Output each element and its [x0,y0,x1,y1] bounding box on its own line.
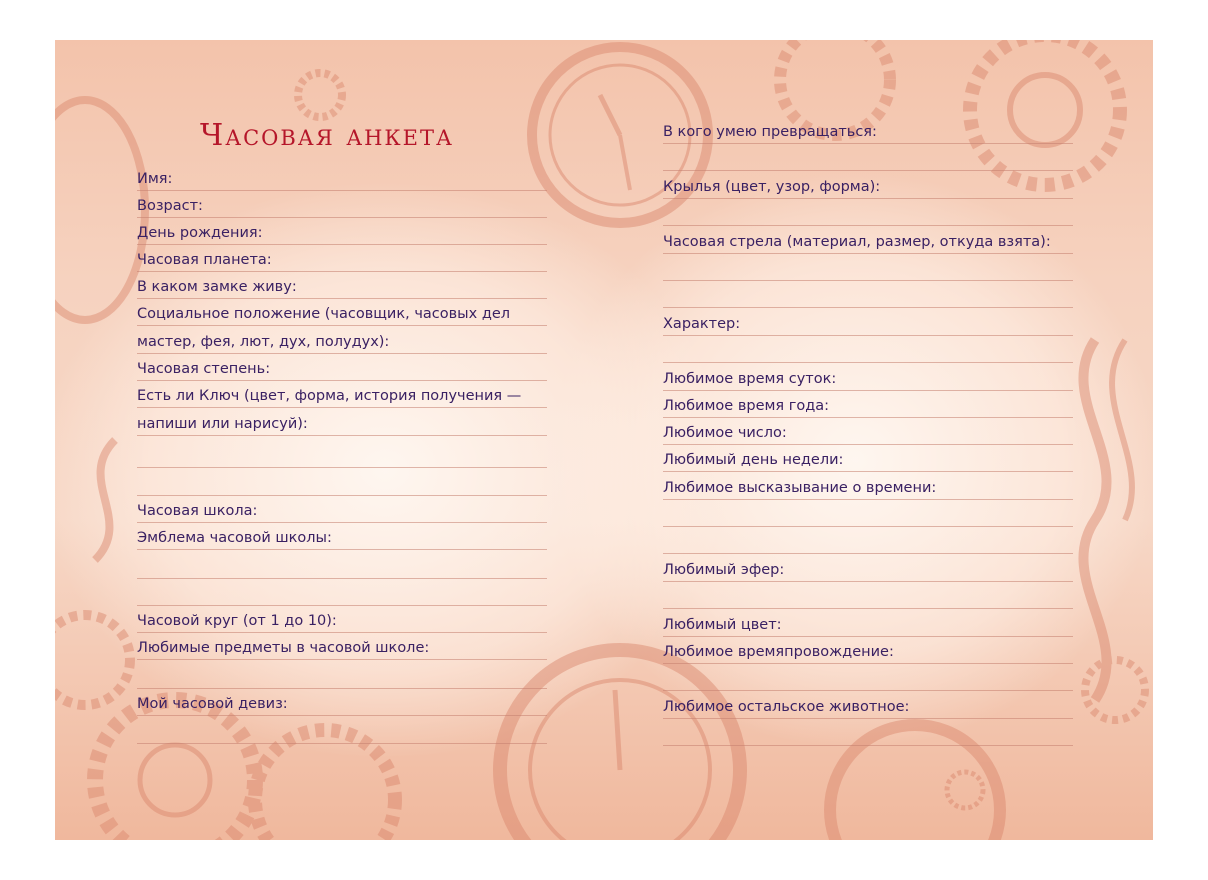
field-label: Характер: [663,316,741,332]
field-row-pastime[interactable] [663,636,1073,664]
field-row-circle[interactable] [137,605,547,633]
blank-line[interactable] [663,526,1073,527]
field-row-age[interactable] [137,190,547,218]
blank-line[interactable] [137,467,547,468]
field-label: Любимое время суток: [663,371,837,387]
field-label: Любимое высказывание о времени: [663,480,937,496]
field-label: Часовая планета: [137,252,272,268]
field-label: Любимые предметы в часовой школе: [137,640,430,656]
questionnaire-page [55,40,1153,840]
field-row-social-status[interactable] [137,298,547,326]
field-row-number[interactable] [663,417,1073,445]
field-label: Имя: [137,171,173,187]
field-row-school[interactable] [137,495,547,523]
field-row-favorite-subjects[interactable] [137,632,547,660]
field-label: Часовая школа: [137,503,258,519]
field-row-castle[interactable] [137,271,547,299]
field-row-birthday[interactable] [137,217,547,245]
field-row-transform[interactable] [663,116,1073,144]
field-label: Часовая стрела (материал, размер, откуда взята): [663,234,1051,250]
field-label: Часовая степень: [137,361,271,377]
field-row-planet[interactable] [137,244,547,272]
field-row-key-cont[interactable] [137,408,547,436]
field-label: В кого умею превращаться: [663,124,877,140]
field-row-degree[interactable] [137,353,547,381]
field-row-social-status-cont[interactable] [137,326,547,354]
field-label: Любимое остальское животное: [663,699,910,715]
field-row-motto[interactable] [137,688,547,716]
page-title: Часовая анкета [200,118,454,153]
blank-line[interactable] [663,745,1073,746]
field-label: Крылья (цвет, узор, форма): [663,179,881,195]
field-row-ether[interactable] [663,554,1073,582]
field-label: напиши или нарисуй): [137,416,308,432]
field-label: В каком замке живу: [137,279,297,295]
blank-line[interactable] [663,280,1073,281]
field-row-key[interactable] [137,380,547,408]
field-row-animal[interactable] [663,691,1073,719]
field-label: Часовой круг (от 1 до 10): [137,613,337,629]
field-label: Социальное положение (часовщик, часовых дел [137,306,511,322]
field-label: Любимый день недели: [663,452,844,468]
field-label: Любимое число: [663,425,787,441]
field-label: мастер, фея, лют, дух, полудух): [137,334,390,350]
field-label: Любимое время года: [663,398,830,414]
field-row-name[interactable] [137,163,547,191]
field-row-color[interactable] [663,609,1073,637]
field-label: Мой часовой девиз: [137,696,288,712]
blank-line[interactable] [137,578,547,579]
field-row-wings[interactable] [663,171,1073,199]
field-row-arrow[interactable] [663,226,1073,254]
blank-line[interactable] [137,743,547,744]
field-row-character[interactable] [663,308,1073,336]
field-row-quote[interactable] [663,472,1073,500]
field-row-school-emblem[interactable] [137,522,547,550]
field-row-weekday[interactable] [663,444,1073,472]
field-label: Есть ли Ключ (цвет, форма, история получения — [137,388,522,404]
field-label: День рождения: [137,225,263,241]
field-row-season[interactable] [663,390,1073,418]
field-label: Любимый цвет: [663,617,782,633]
field-label: Возраст: [137,198,203,214]
field-label: Эмблема часовой школы: [137,530,332,546]
field-row-time-of-day[interactable] [663,363,1073,391]
field-label: Любимый эфер: [663,562,785,578]
field-label: Любимое времяпровождение: [663,644,894,660]
